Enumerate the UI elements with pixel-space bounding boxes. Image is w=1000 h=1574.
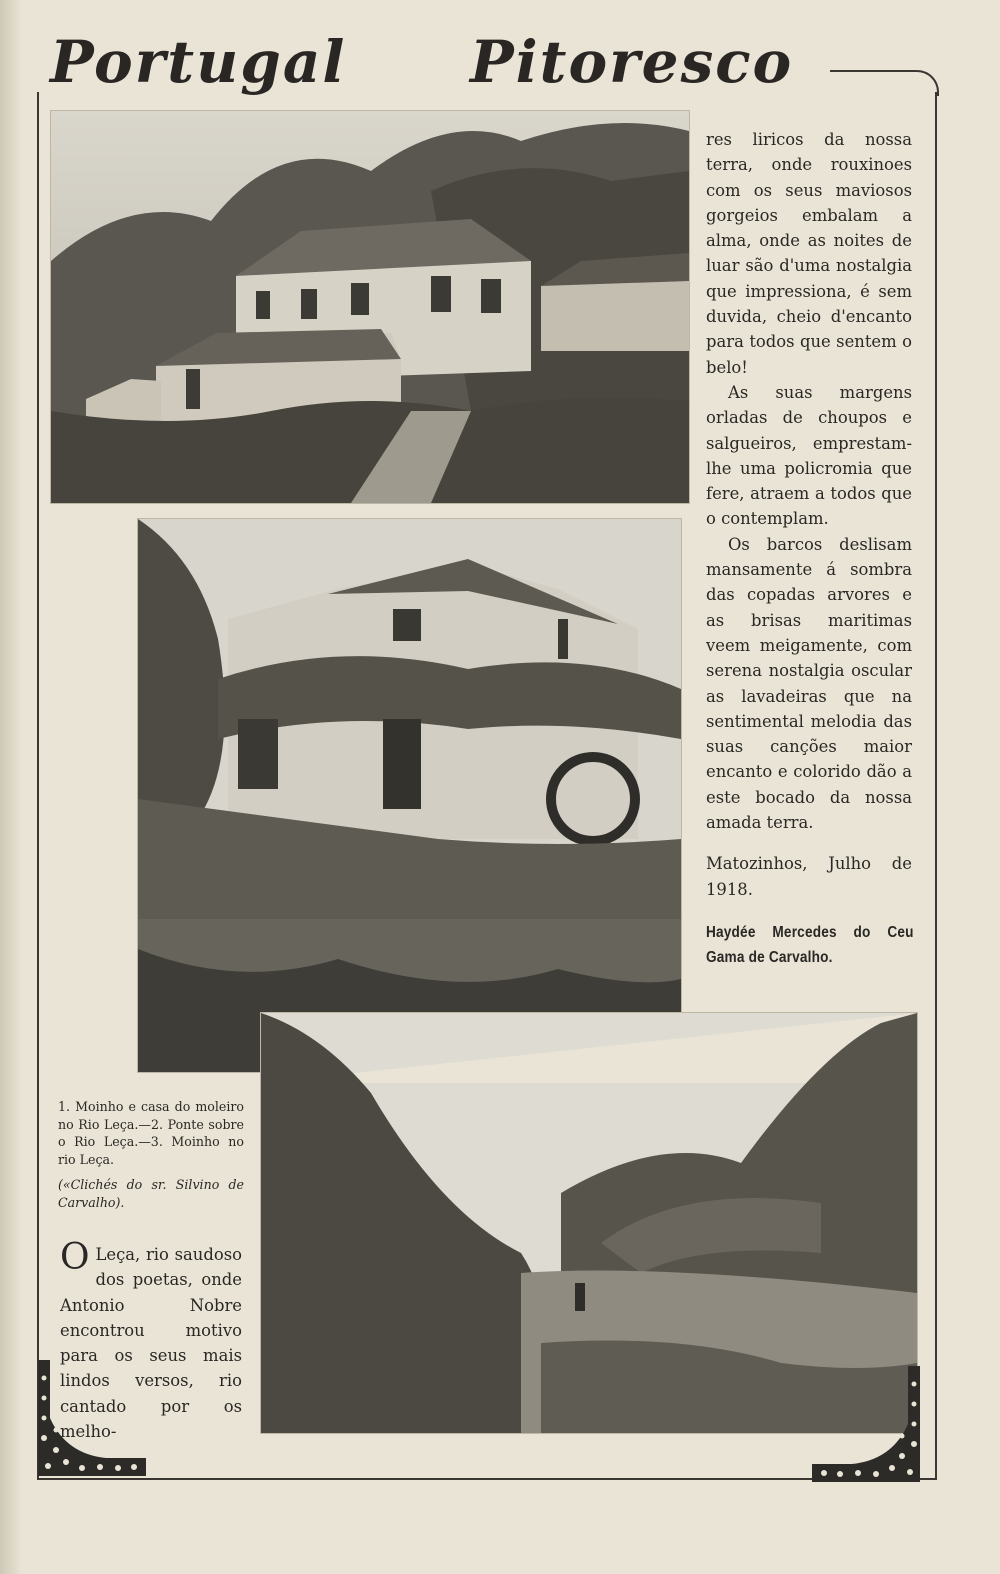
place-date: Matozinhos, Julho de 1918. — [706, 854, 912, 899]
title-word-pitoresco: Pitoresco — [470, 28, 794, 96]
photo-mill-house — [50, 110, 690, 504]
caption-credit: («Clichés do sr. Silvino de Carvalho). — [58, 1177, 244, 1210]
photo-caption — [58, 1098, 244, 1211]
author-signature: Haydée Mercedes do Ceu Gama de Carvalho. — [706, 923, 914, 966]
corner-ornament-left — [36, 1358, 146, 1478]
page-binding-edge — [0, 0, 22, 1574]
photo-water-mill — [137, 518, 682, 1073]
caption-text: 1. Moinho e casa do moleiro no Rio Leça.—2. Ponte sobre o Rio Leça.—3. Moinho no rio Leça. — [58, 1099, 244, 1167]
corner-ornament-right — [812, 1364, 922, 1484]
drop-cap: O — [60, 1237, 90, 1278]
title-word-portugal: Portugal — [50, 28, 347, 96]
page-frame-top-flourish — [830, 70, 939, 96]
article-paragraph: res liricos da nossa terra, onde rouxinoes com os seus maviosos gorgeios embalam a alma, onde as noites de luar são d'uma nostalgia que impressiona, é sem duvida, cheio d'encanto para todos que sentem o belo! — [706, 130, 912, 377]
article-paragraph: As suas margens orladas de choupos e salgueiros, emprestam-lhe uma policromia que fere, atraem a todos que o contemplam. — [706, 382, 912, 529]
article-column — [706, 127, 912, 970]
article-paragraph: Os barcos deslisam mansamente á sombra das copadas arvores e as brisas maritimas veem meigamente, com serena nostalgia oscular as lavadeiras que na sentimental melodia das suas canções maior encanto e colorido dão a este bocado da nossa amada terra. — [706, 534, 912, 833]
intro-text: Leça, rio saudoso dos poetas, onde Antonio Nobre encontrou motivo para os seus mais lindos versos, rio cantado por os melho- — [60, 1245, 242, 1442]
